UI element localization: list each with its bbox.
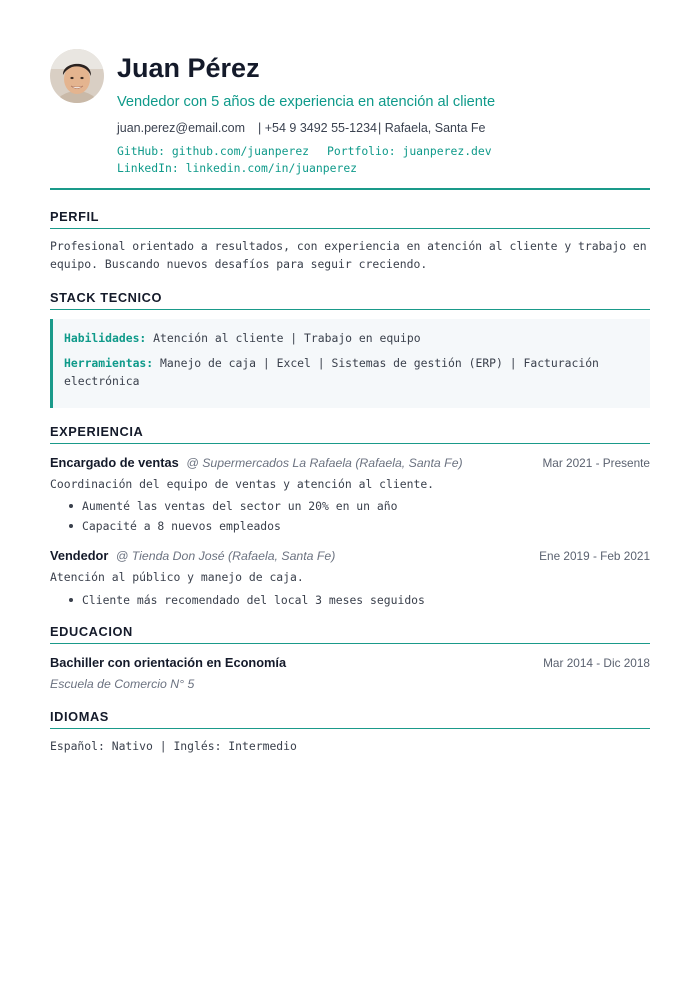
job-achievements [66, 496, 397, 536]
links-line-1 [117, 143, 492, 160]
section-title-idiomas: IDIOMAS [50, 709, 109, 724]
tools-line [64, 354, 634, 390]
candidate-name: Juan Pérez [117, 53, 260, 83]
job-title [50, 547, 335, 565]
candidate-headline: Vendedor con 5 años de experiencia en atención al cliente [117, 94, 496, 110]
languages-text: Español: Nativo | Inglés: Intermedio [50, 739, 297, 753]
section-divider-educacion [50, 643, 650, 644]
section-title-stack: STACK TECNICO [50, 290, 163, 305]
section-title-experiencia: EXPERIENCIA [50, 424, 144, 439]
section-divider-perfil [50, 228, 650, 229]
section-title-educacion: EDUCACION [50, 624, 133, 639]
job-date: Ene 2019 - Feb 2021 [539, 549, 650, 563]
education-date: Mar 2014 - Dic 2018 [543, 656, 650, 670]
section-divider-experiencia [50, 443, 650, 444]
linkedin-link[interactable]: linkedin.com/in/juanperez [185, 161, 358, 175]
list-item: Capacité a 8 nuevos empleados [66, 516, 397, 536]
tools-label: Herramientas: [64, 356, 154, 370]
job-company: @ Tienda Don José (Rafaela, Santa Fe) [115, 549, 336, 563]
skills-line [64, 329, 634, 347]
profile-photo [50, 49, 104, 103]
section-divider-stack [50, 309, 650, 310]
location: | Rafaela, Santa Fe [378, 121, 486, 135]
section-divider-idiomas [50, 728, 650, 729]
skills-label: Habilidades: [64, 331, 147, 345]
job-achievements [66, 590, 425, 610]
github-label: GitHub: [117, 144, 166, 158]
degree-title: Bachiller con orientación en Economía [50, 655, 287, 670]
linkedin-label: LinkedIn: [117, 161, 179, 175]
profile-links [117, 143, 492, 177]
job-title [50, 454, 463, 472]
list-item: Cliente más recomendado del local 3 meses seguidos [66, 590, 425, 610]
header-divider [50, 188, 650, 190]
skills-value: Atención al cliente | Trabajo en equipo [153, 331, 421, 345]
school-name: Escuela de Comercio N° 5 [50, 677, 195, 691]
profile-summary: Profesional orientado a resultados, con experiencia en atención al cliente y trabajo en equipo. Buscando nuevos desafíos para seguir creciendo. [50, 239, 647, 271]
links-line-2 [117, 160, 492, 177]
job-company: @ Supermercados La Rafaela (Rafaela, Santa Fe) [186, 456, 463, 470]
avatar [50, 49, 104, 103]
email-link[interactable]: juan.perez@email.com [117, 121, 246, 135]
list-item: Aumenté las ventas del sector un 20% en un año [66, 496, 397, 516]
stack-box [50, 319, 650, 408]
phone-number: | +54 9 3492 55-1234 [258, 121, 377, 135]
job-description: Atención al público y manejo de caja. [50, 570, 304, 584]
job-description: Coordinación del equipo de ventas y atención al cliente. [50, 477, 435, 491]
tools-value: Manejo de caja | Excel | Sistemas de gestión (ERP) | Facturación electrónica [64, 356, 599, 388]
portfolio-link[interactable]: juanperez.dev [402, 144, 492, 158]
job-role: Vendedor [50, 548, 109, 563]
section-title-perfil: PERFIL [50, 209, 100, 224]
portfolio-label: Portfolio: [327, 144, 396, 158]
job-date: Mar 2021 - Presente [542, 456, 650, 470]
github-link[interactable]: github.com/juanperez [171, 144, 310, 158]
job-role: Encargado de ventas [50, 455, 179, 470]
